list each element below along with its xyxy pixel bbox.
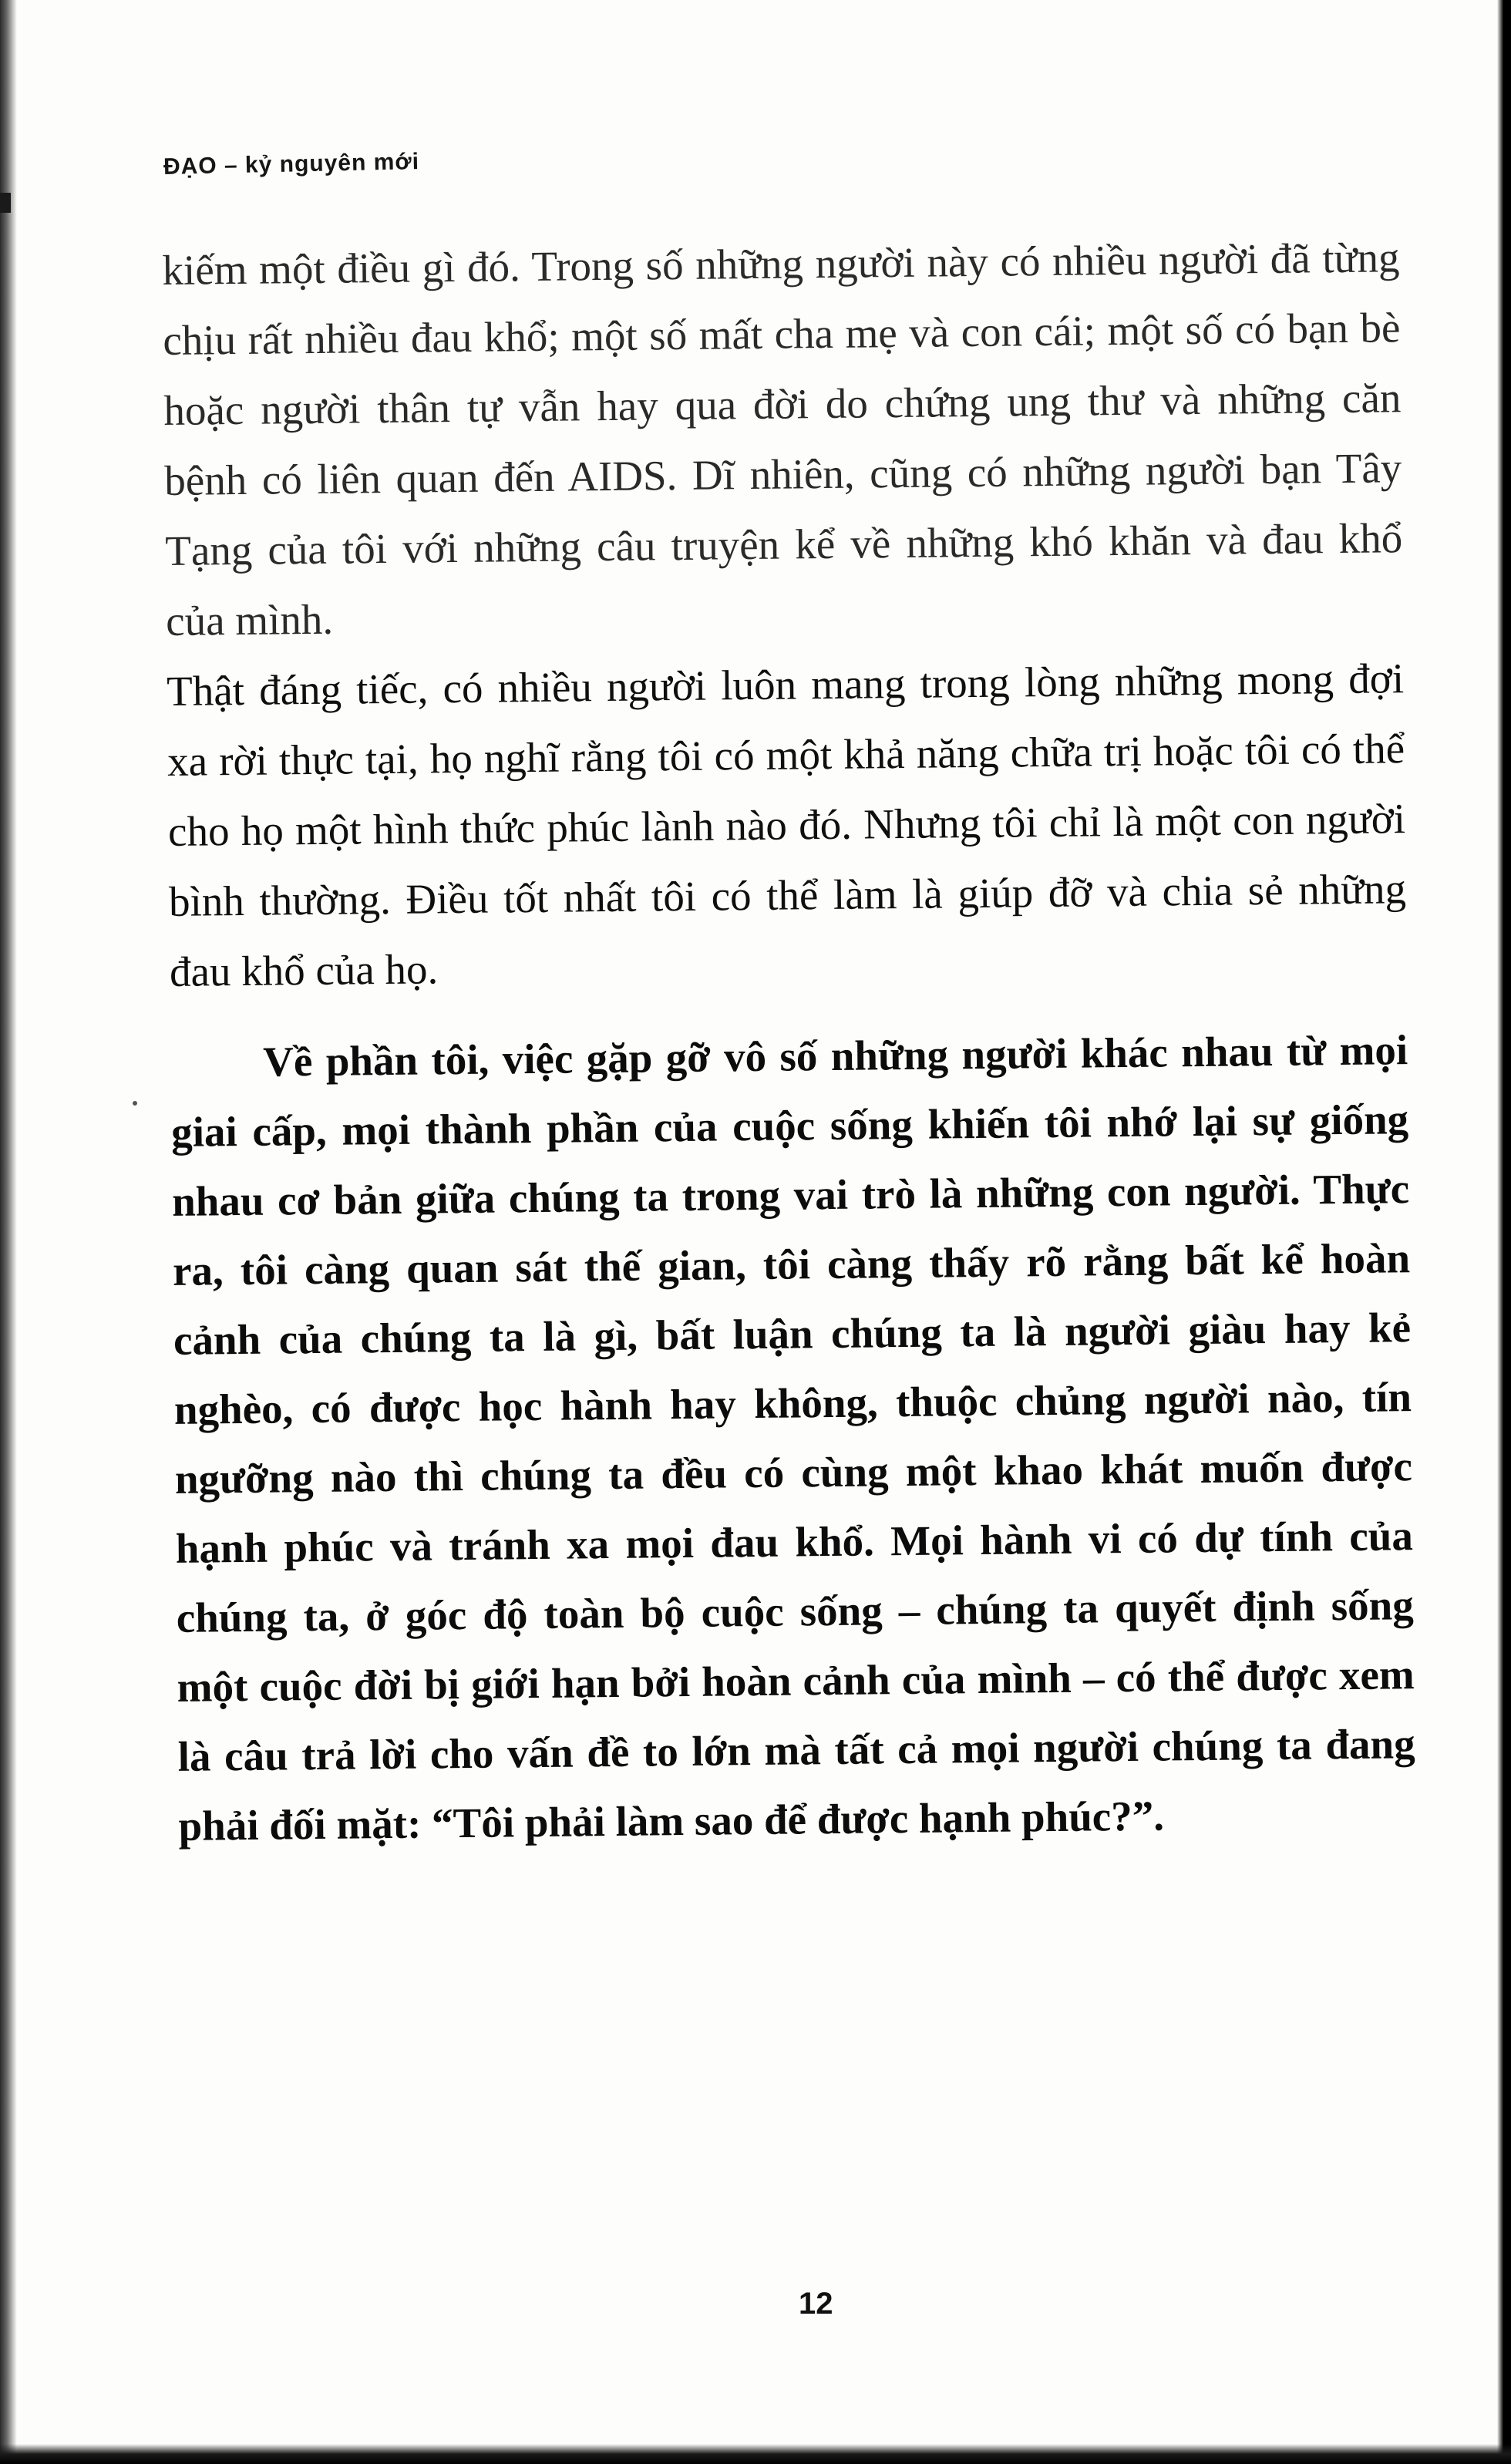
scan-speck [133, 1101, 137, 1106]
scan-edge-right [1497, 0, 1511, 2464]
paragraph-2: Thật đáng tiếc, có nhiều người luôn mang trong lòng những mong đợi xa rời thực tại, họ nghĩ rằng tôi có một khả năng chữa trị hoặc tôi có thể cho họ một hình thức phúc lành nào đó. Nhưng tôi chỉ là một con người bình thường. Điều tốt nhất tôi có thể làm là giúp đỡ và chia sẻ những đau khổ của họ. [166, 655, 1407, 995]
body-text [162, 222, 1416, 1861]
scan-edge-mark [0, 193, 11, 213]
page-number: 12 [799, 2287, 833, 2321]
scan-edge-left [0, 0, 17, 2464]
paragraph-3: Về phần tôi, việc gặp gỡ vô số những người khác nhau từ mọi giai cấp, mọi thành phần của cuộc sống khiến tôi nhớ lại sự giống nhau cơ bản giữa chúng ta trong vai trò là những con người. Thực ra, tôi càng quan sát thế gian, tôi càng thấy rõ rằng bất kể hoàn cảnh của chúng ta là gì, bất luận chúng ta là người giàu hay kẻ nghèo, có được học hành hay không, thuộc chủng người nào, tín ngưỡng nào thì chúng ta đều có cùng một khao khát muốn được hạnh phúc và tránh xa mọi đau khổ. Mọi hành vi có dự tính của chúng ta, ở góc độ toàn bộ cuộc sống – chúng ta quyết định sống một cuộc đời bị giới hạn bởi hoàn cảnh của mình – có thể được xem là câu trả lời cho vấn đề to lớn mà tất cả mọi người chúng ta đang phải đối mặt: “Tôi phải làm sao để được hạnh phúc?”. [170, 1026, 1415, 1850]
paragraph-1: kiếm một điều gì đó. Trong số những người này có nhiều người đã từng chịu rất nhiều đau khổ; một số mất cha mẹ và con cái; một số có bạn bè hoặc người thân tự vẫn hay qua đời do chứng ung thư và những căn bệnh có liên quan đến AIDS. Dĩ nhiên, cũng có những người bạn Tây Tạng của tôi với những câu truyện kể về những khó khăn và đau khổ của mình. [162, 234, 1403, 645]
scan-edge-bottom [0, 2444, 1511, 2464]
running-header: ĐẠO – kỷ nguyên mới [163, 149, 420, 180]
